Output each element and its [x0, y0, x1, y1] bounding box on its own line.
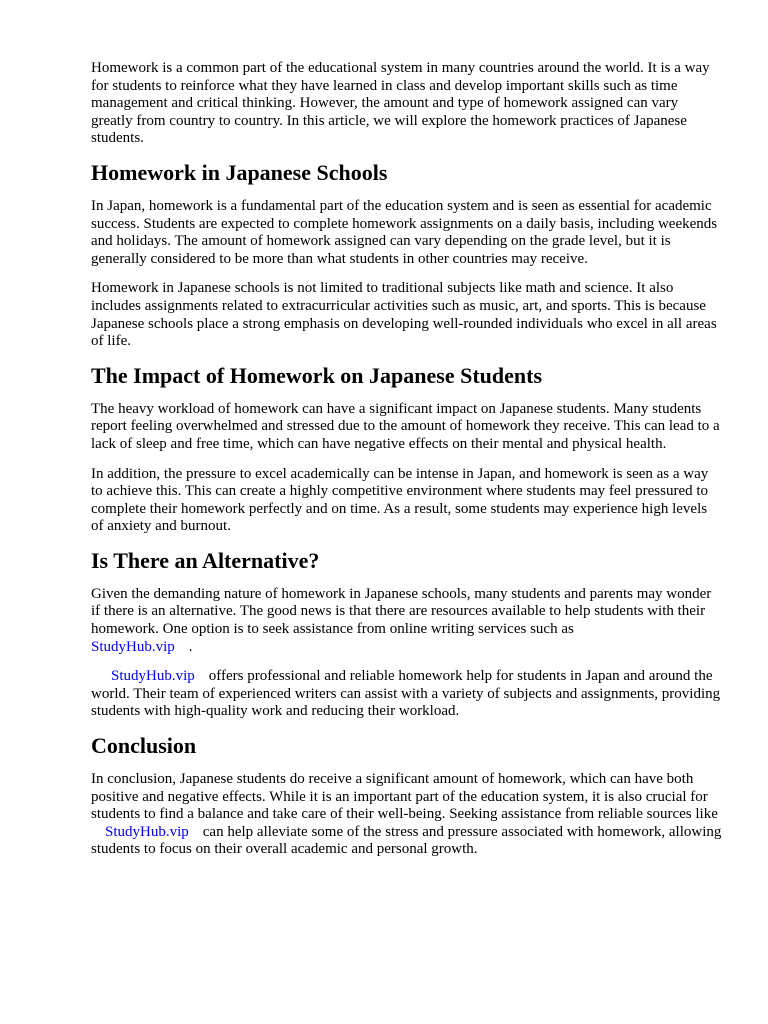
article — [91, 60, 723, 871]
heading-conclusion: Conclusion — [91, 733, 197, 759]
paragraph-studyhub — [91, 668, 723, 721]
paragraph-conclusion — [91, 771, 723, 859]
paragraph: In Japan, homework is a fundamental part of the education system and is seen as essential for academic success. Students are expected to complete homework assignments on a daily basis, including weekends and holidays. The amount of homework assigned can vary depending on the grade level, but it is generally considered to be more than what students in other countries may receive. — [91, 197, 718, 267]
paragraph-alternative — [91, 586, 723, 656]
studyhub-link[interactable]: StudyHub.vip — [91, 638, 175, 655]
paragraph-text: can help alleviate some of the stress and pressure associated with homework, allowing students to focus on their overall academic and personal growth. — [91, 823, 722, 858]
studyhub-link[interactable]: StudyHub.vip — [105, 823, 189, 840]
paragraph-text: In conclusion, Japanese students do receive a significant amount of homework, which can have both positive and negative effects. While it is an important part of the education system, it is also crucial for students to find a balance and take care of their well-being. Seeking assistance from reliable sources like — [91, 771, 718, 823]
paragraph: The heavy workload of homework can have a significant impact on Japanese students. Many students report feeling overwhelmed and stressed due to the amount of homework they receive. This can lead to a lack of sleep and free time, which can have negative effects on their mental and physical health. — [91, 400, 720, 452]
period-text: . — [188, 638, 193, 655]
intro-paragraph: Homework is a common part of the educational system in many countries around the world. It is a way for students to reinforce what they have learned in class and develop important skills such as time management and critical thinking. However, the amount and type of homework assigned can vary greatly from country to country. In this article, we will explore the homework practices of Japanese students. — [91, 60, 710, 147]
studyhub-link[interactable]: StudyHub.vip — [111, 668, 195, 685]
paragraph: Homework in Japanese schools is not limited to traditional subjects like math and science. It also includes assignments related to extracurricular activities such as music, art, and sports. This is because Japanese schools place a strong emphasis on developing well-rounded individuals who excel in all areas of life. — [91, 280, 717, 350]
paragraph: In addition, the pressure to excel academically can be intense in Japan, and homework is seen as a way to achieve this. This can create a highly competitive environment where students may feel pressured to complete their homework perfectly and on time. As a result, some students may experience high levels of anxiety and burnout. — [91, 465, 709, 535]
heading-homework-in-japanese-schools: Homework in Japanese Schools — [91, 159, 388, 185]
paragraph-text: offers professional and reliable homework help for students in Japan and around the world. Their team of experienced writers can assist with a variety of subjects and assignments, providing students with high-quality work and reducing their workload. — [91, 668, 721, 720]
heading-is-there-an-alternative: Is There an Alternative? — [91, 547, 320, 573]
paragraph-text: Given the demanding nature of homework in Japanese schools, many students and parents may wonder if there is an alternative. The good news is that there are resources available to help students with their homework. One option is to seek assistance from online writing services such as — [91, 585, 712, 638]
heading-impact-of-homework: The Impact of Homework on Japanese Students — [91, 362, 543, 388]
